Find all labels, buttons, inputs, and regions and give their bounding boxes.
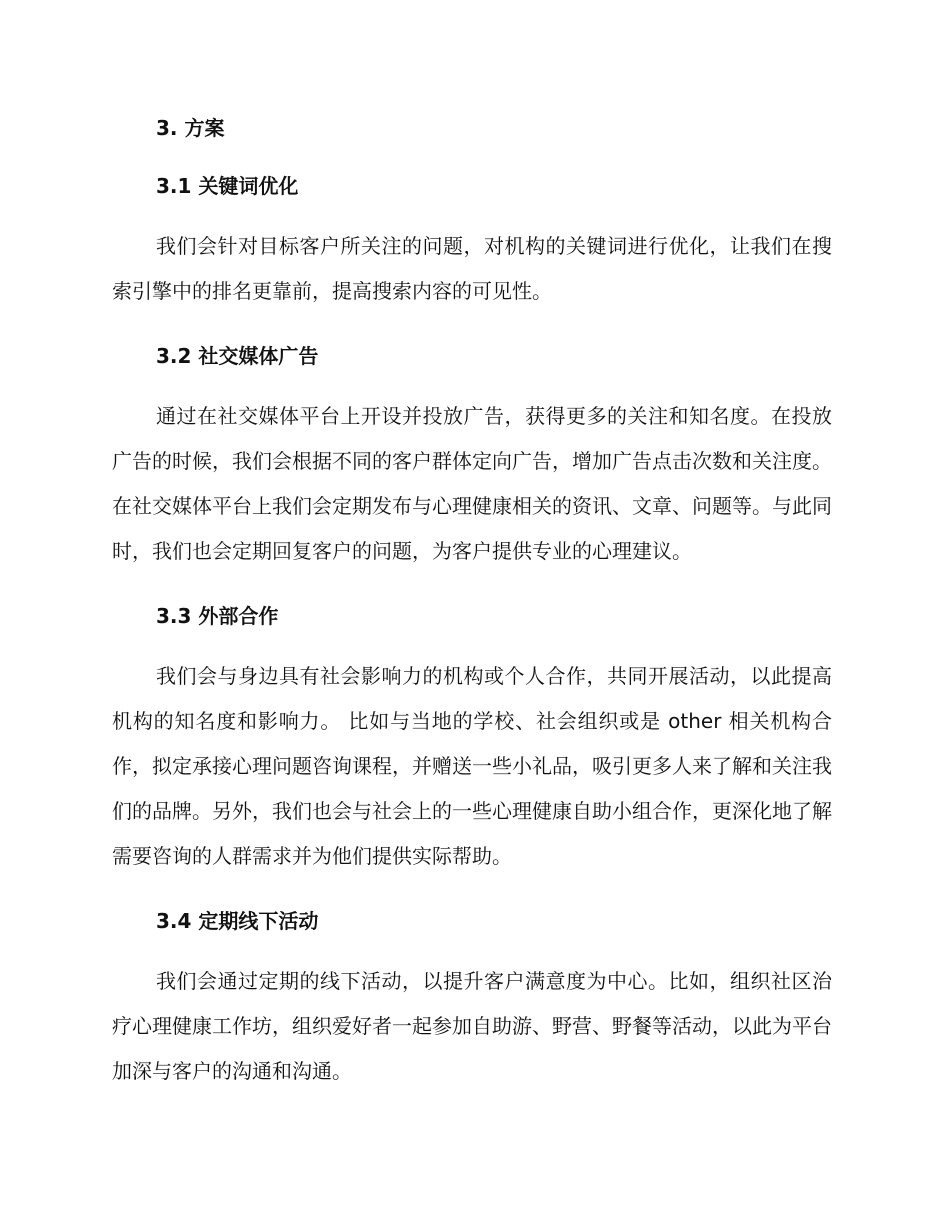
document-body xyxy=(112,108,832,1116)
paragraph-3-3: 我们会与身边具有社会影响力的机构或个人合作，共同开展活动，以此提高机构的知名度和影响力。 比如与当地的学校、社会组织或是 other 相关机构合作，拟定承接心理问题咨询课程，并赠送一些小礼品，吸引更多人来了解和关注我们的品牌。另外，我们也会与社会上的一些心理健康自助小组合作，更深化地了解需要咨询的人群需求并为他们提供实际帮助。 xyxy=(112,664,832,868)
paragraph-3-1: 我们会针对目标客户所关注的问题，对机构的关键词进行优化，让我们在搜索引擎中的排名更靠前，提高搜索内容的可见性。 xyxy=(112,234,832,303)
section-heading-3-2: 3.2 社交媒体广告 xyxy=(156,344,319,368)
section-heading-3-1: 3.1 关键词优化 xyxy=(156,174,299,198)
section-heading-3-4: 3.4 定期线下活动 xyxy=(156,909,319,933)
section-heading-3-3: 3.3 外部合作 xyxy=(156,604,279,628)
paragraph-3-4: 我们会通过定期的线下活动，以提升客户满意度为中心。比如，组织社区治疗心理健康工作坊，组织爱好者一起参加自助游、野营、野餐等活动，以此为平台加深与客户的沟通和沟通。 xyxy=(112,969,832,1083)
paragraph-3-2: 通过在社交媒体平台上开设并投放广告，获得更多的关注和知名度。在投放广告的时候，我们会根据不同的客户群体定向广告，增加广告点击次数和关注度。在社交媒体平台上我们会定期发布与心理健康相关的资讯、文章、问题等。与此同时，我们也会定期回复客户的问题，为客户提供专业的心理建议。 xyxy=(112,404,832,563)
section-heading-main: 3. 方案 xyxy=(156,116,225,140)
